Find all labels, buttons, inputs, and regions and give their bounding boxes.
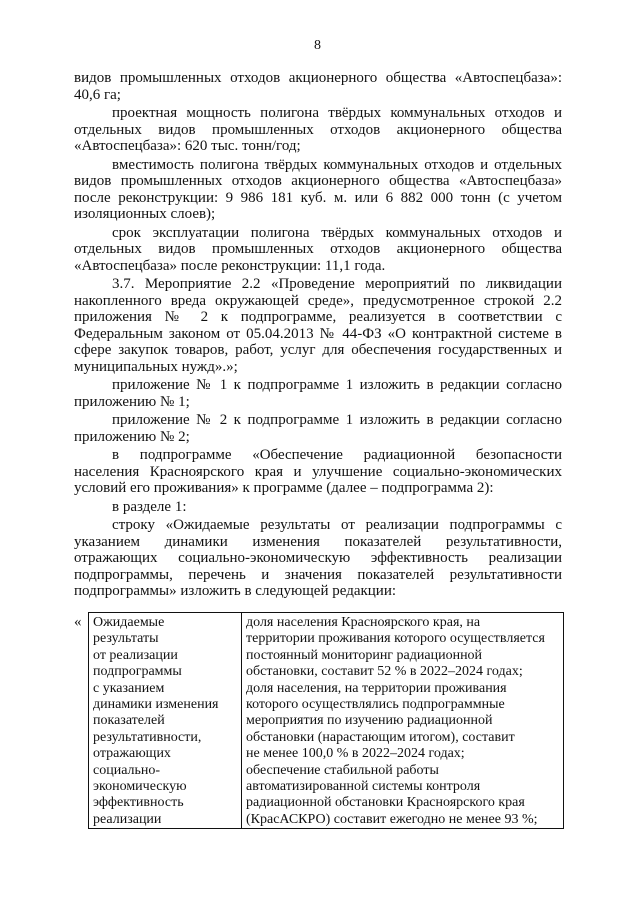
paragraph: проектная мощность полигона твёрдых коммунальных отходов и отдельных видов промышленных отходов акционерного общества «Автоспецбаза»: 620 тыс. тонн/год; <box>74 105 562 154</box>
results-table <box>88 612 564 829</box>
paragraph: срок эксплуатации полигона твёрдых коммунальных отходов и отдельных видов промышленных отходов акционерного общества «Автоспецбаза» после реконструкции: 11,1 года. <box>74 224 562 274</box>
paragraph: вместимость полигона твёрдых коммунальных отходов и отдельных видов промышленных отходов акционерного общества «Автоспецбаза» после реконструкции: 9 986 181 куб. м. или 6 882 000 тонн (с учетом изоляционных слоев); <box>74 156 562 222</box>
table-cell-value <box>242 613 564 829</box>
document-body <box>74 70 562 602</box>
paragraph: 3.7. Мероприятие 2.2 «Проведение мероприятий по ликвидации накопленного вреда окружающей среде», предусмотренное строкой 2.2 приложения № 2 к подпрограмме, реализуется в соответствии с Федеральным законом от 05.04.2013 № 44-ФЗ «О контрактной системе в сфере закупок товаров, работ, услуг для обеспечения государственных и муниципальных нужд».»; <box>74 276 562 375</box>
open-quote: « <box>74 614 82 630</box>
paragraph: в подпрограмме «Обеспечение радиационной безопасности населения Красноярского края и улучшение социально-экономических условий его проживания» к программе (далее – подпрограмма 2): <box>74 447 562 496</box>
table-cell-label <box>89 613 242 829</box>
paragraph: приложение № 1 к подпрограмме 1 изложить в редакции согласно приложению № 1; <box>74 377 562 410</box>
results-table-block <box>74 612 564 848</box>
row-value-text: доля населения Красноярского края, на территории проживания которого осуществляется постоянный мониторинг радиационной обстановки, составит 52 % в 2022–2024 годах; доля населения, на территории проживания которого осуществлялись подпрограммные мероприятия по изучению радиационной обстановки (нарастающим итогом), составит не менее 100,0 % в 2022–2024 годах; обеспечение стабильной работы автоматизированной системы контроля радиационной обстановки Красноярского края (КрасАСКРО) составит ежегодно не менее 93 %; <box>246 615 545 827</box>
page-number: 8 <box>314 38 321 53</box>
paragraph: приложение № 2 к подпрограмме 1 изложить в редакции согласно приложению № 2; <box>74 412 562 445</box>
paragraph: строку «Ожидаемые результаты от реализации подпрограммы с указанием динамики изменения показателей результативности, отражающих социально-экономическую эффективность реализации подпрограммы, перечень и значения показателей результативности подпрограммы» изложить в следующей редакции: <box>74 517 562 599</box>
row-label-text: Ожидаемые результаты от реализации подпрограммы с указанием динамики изменения показателей результативности, отражающих социально- экономическую эффективность реализации <box>93 615 219 827</box>
paragraph: в разделе 1: <box>112 498 187 515</box>
paragraph: видов промышленных отходов акционерного общества «Автоспецбаза»: 40,6 га; <box>74 70 562 103</box>
table-row <box>89 613 564 829</box>
